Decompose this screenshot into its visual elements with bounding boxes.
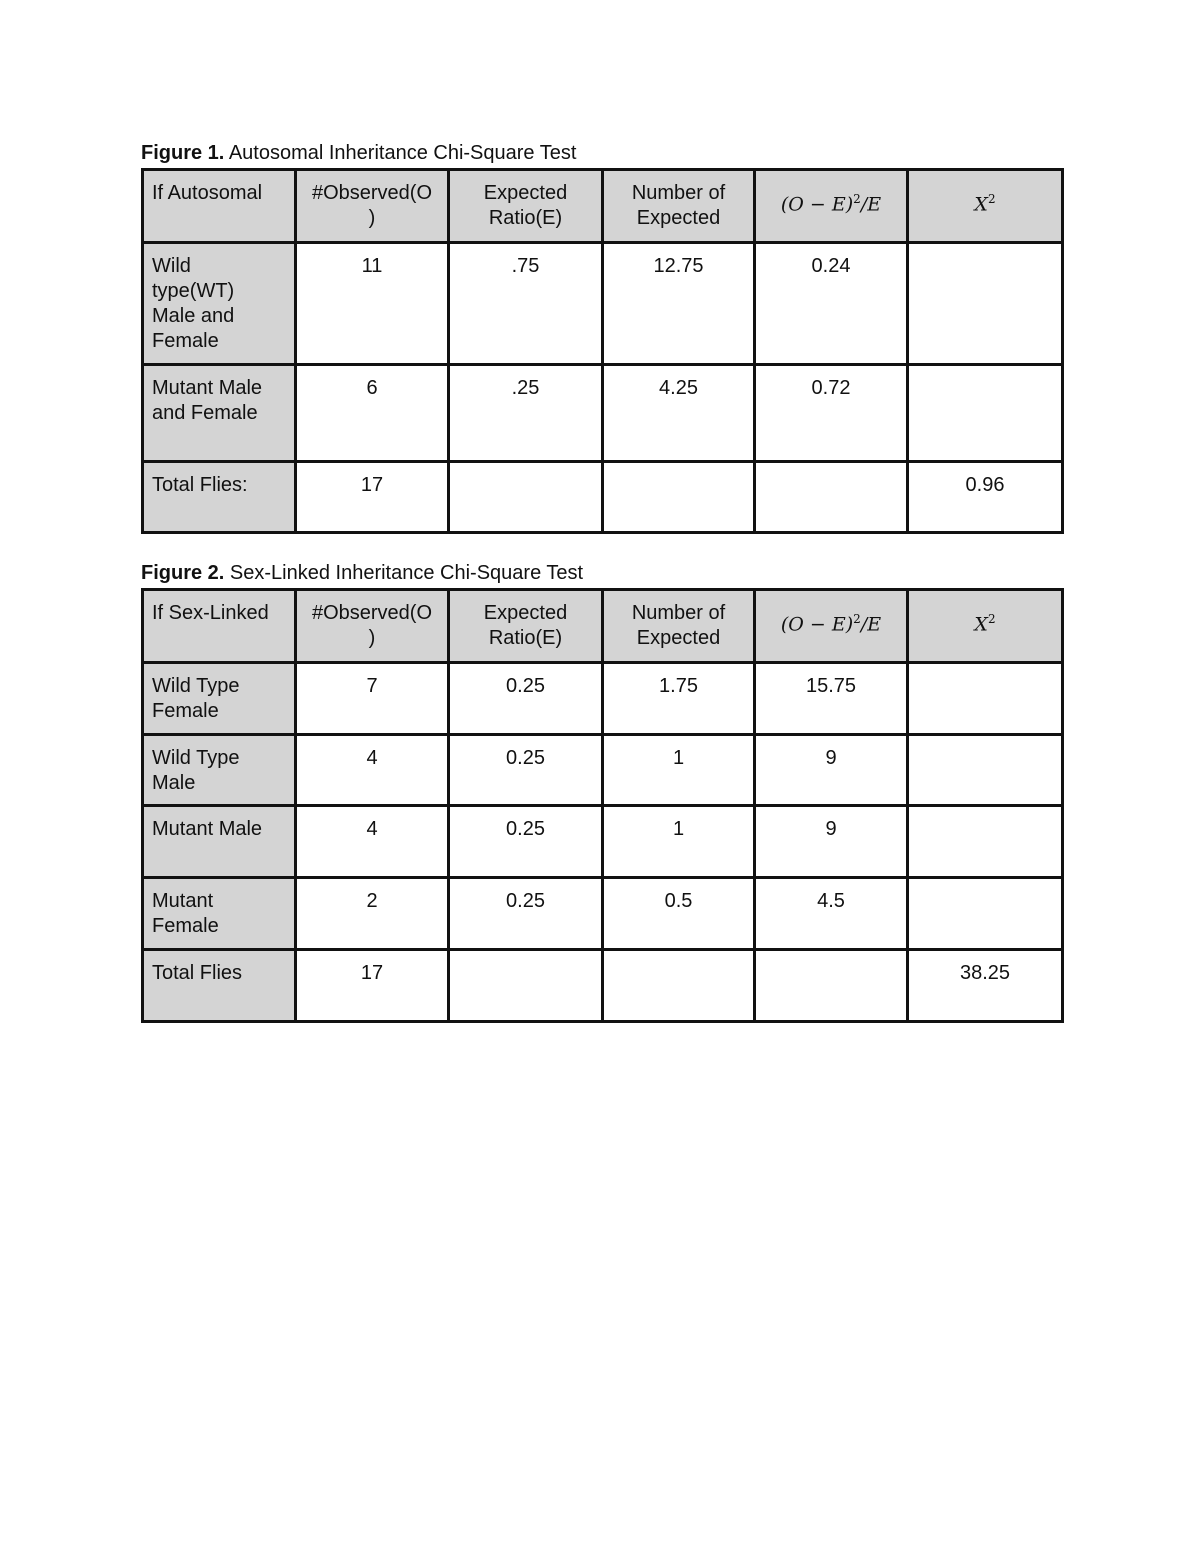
header-category: If Sex-Linked (143, 590, 296, 663)
header-expected-ratio: Expected Ratio(E) (449, 590, 603, 663)
table-row (143, 663, 1063, 735)
ratio-cell: 0.25 (449, 878, 603, 950)
oe-cell: 0.24 (755, 243, 908, 365)
expected-cell (603, 462, 755, 533)
observed-cell: 17 (296, 462, 449, 533)
chi-cell (908, 878, 1063, 950)
oe-cell: 9 (755, 735, 908, 806)
table-row (143, 365, 1063, 462)
row-label: Wild Type Male (143, 735, 296, 806)
observed-cell: 11 (296, 243, 449, 365)
chi-cell (908, 243, 1063, 365)
sex-linked-chi-square-table (141, 588, 1064, 1023)
table-row (143, 806, 1063, 878)
figure-2-label: Figure 2. (141, 562, 225, 584)
table-row-total (143, 462, 1063, 533)
chi-total-cell: 0.96 (908, 462, 1063, 533)
header-expected-ratio: Expected Ratio(E) (449, 170, 603, 243)
chi-cell (908, 735, 1063, 806)
row-label: Mutant Male (143, 806, 296, 878)
ratio-cell: 0.25 (449, 663, 603, 735)
table-header-row (143, 590, 1063, 663)
figure-1-caption (141, 141, 576, 165)
observed-cell: 4 (296, 735, 449, 806)
ratio-cell (449, 950, 603, 1022)
expected-cell (603, 950, 755, 1022)
oe-cell: 4.5 (755, 878, 908, 950)
header-number-expected: Number of Expected (603, 590, 755, 663)
table-row-total (143, 950, 1063, 1022)
header-observed: #Observed(O ) (296, 170, 449, 243)
chi-cell (908, 806, 1063, 878)
oe-cell: 9 (755, 806, 908, 878)
figure-1-label: Figure 1. (141, 142, 225, 164)
observed-cell: 7 (296, 663, 449, 735)
observed-cell: 2 (296, 878, 449, 950)
oe-cell (755, 462, 908, 533)
row-label: Total Flies (143, 950, 296, 1022)
row-label: Wild Type Female (143, 663, 296, 735)
header-chi-square: $X^2$ (908, 590, 1063, 663)
header-oe-formula: $(O - E)^2/E$ (755, 590, 908, 663)
ratio-cell: .25 (449, 365, 603, 462)
row-label: Mutant Female (143, 878, 296, 950)
header-chi-square: $X^2$ (908, 170, 1063, 243)
table-row (143, 735, 1063, 806)
table-row (143, 878, 1063, 950)
observed-cell: 17 (296, 950, 449, 1022)
expected-cell: 0.5 (603, 878, 755, 950)
table-header-row (143, 170, 1063, 243)
expected-cell: 1 (603, 735, 755, 806)
oe-cell: 15.75 (755, 663, 908, 735)
expected-cell: 1 (603, 806, 755, 878)
ratio-cell: .75 (449, 243, 603, 365)
chi-cell (908, 663, 1063, 735)
expected-cell: 12.75 (603, 243, 755, 365)
chi-cell (908, 365, 1063, 462)
observed-cell: 6 (296, 365, 449, 462)
expected-cell: 1.75 (603, 663, 755, 735)
ratio-cell (449, 462, 603, 533)
autosomal-chi-square-table (141, 168, 1064, 534)
chi-total-cell: 38.25 (908, 950, 1063, 1022)
header-oe-formula: $(O - E)^2/E$ (755, 170, 908, 243)
table-row (143, 243, 1063, 365)
header-number-expected: Number of Expected (603, 170, 755, 243)
figure-2-title: Sex-Linked Inheritance Chi-Square Test (224, 562, 584, 584)
header-observed: #Observed(O ) (296, 590, 449, 663)
row-label: Mutant Male and Female (143, 365, 296, 462)
ratio-cell: 0.25 (449, 806, 603, 878)
ratio-cell: 0.25 (449, 735, 603, 806)
figure-2-caption (141, 561, 583, 585)
observed-cell: 4 (296, 806, 449, 878)
oe-cell: 0.72 (755, 365, 908, 462)
row-label: Total Flies: (143, 462, 296, 533)
row-label: Wild type(WT) Male and Female (143, 243, 296, 365)
figure-1-title: Autosomal Inheritance Chi-Square Test (224, 142, 577, 164)
oe-cell (755, 950, 908, 1022)
expected-cell: 4.25 (603, 365, 755, 462)
header-category: If Autosomal (143, 170, 296, 243)
